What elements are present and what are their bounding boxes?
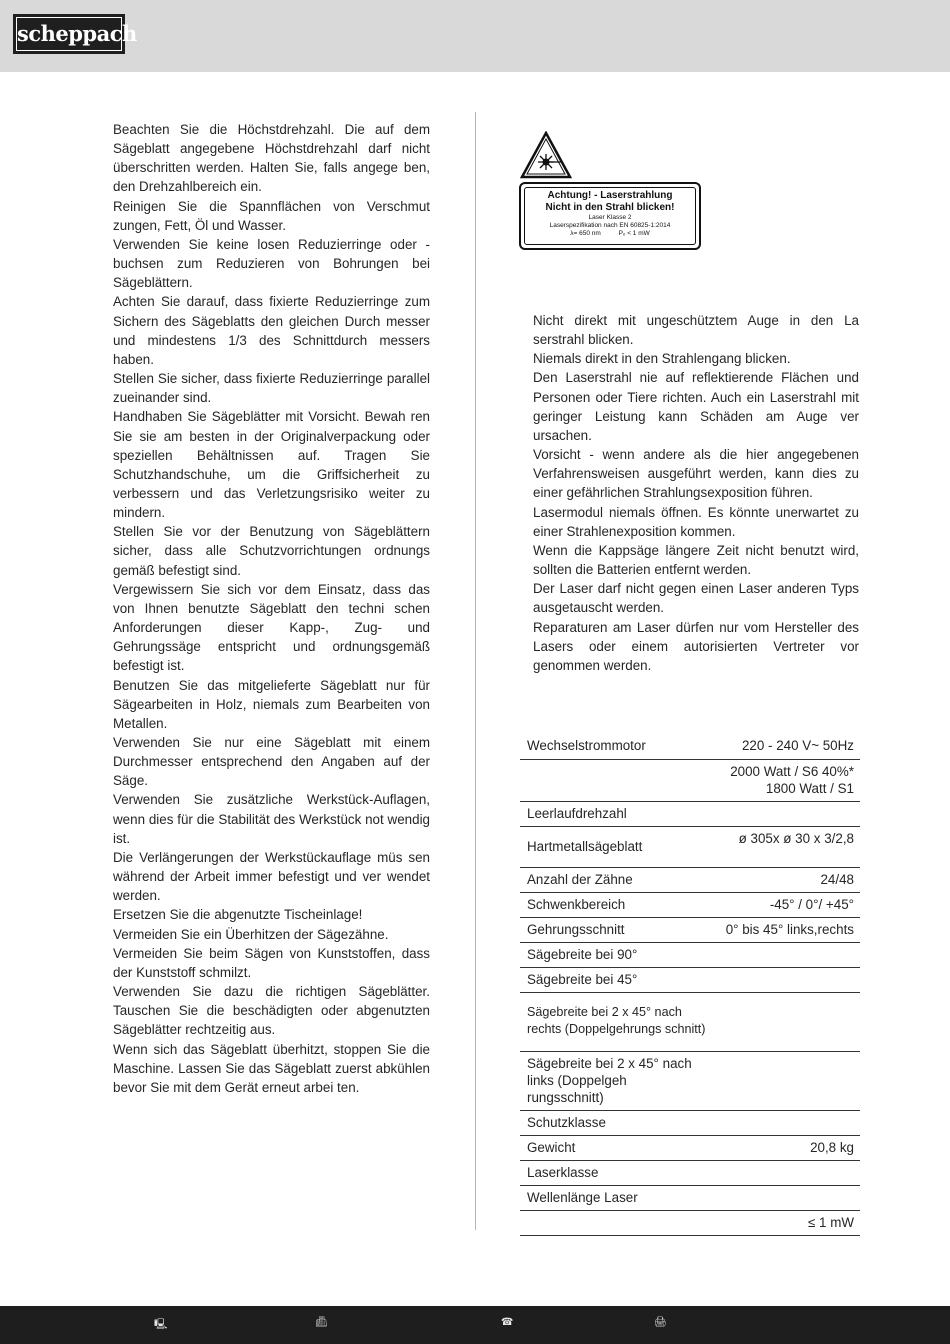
printer-icon: 🖨︎ bbox=[654, 1317, 667, 1328]
table-row bbox=[520, 1185, 860, 1210]
paragraph: Verwenden Sie keine losen Reduzierringe oder -buchsen zum Reduzieren von Bohrungen bei Sägeblättern. bbox=[113, 236, 430, 291]
paragraph: Beachten Sie die Höchstdrehzahl. Die auf dem Sägeblatt angegebene Höchstdrehzahl darf nicht überschritten werden. Halten Sie, falls angege ben, den Drehzahlbereich ein. bbox=[113, 122, 430, 195]
table-row bbox=[520, 826, 860, 867]
paragraph: Verwenden Sie nur eine Sägeblatt mit einem Durchmesser entsprechend den Angaben auf der Säge. bbox=[113, 735, 430, 789]
column-divider bbox=[475, 112, 476, 1230]
paragraph: Ersetzen Sie die abgenutzte Tischeinlage! bbox=[113, 907, 363, 923]
table-row bbox=[520, 892, 860, 917]
spec-value bbox=[713, 942, 860, 967]
spec-label: Wellenlänge Laser bbox=[520, 1185, 713, 1210]
spec-value bbox=[713, 1110, 860, 1135]
spec-label: Schutzklasse bbox=[520, 1110, 713, 1135]
spec-value: ø 305x ø 30 x 3/2,8 bbox=[713, 826, 860, 867]
spec-label: Leerlaufdrehzahl bbox=[520, 801, 713, 826]
fax-icon: 📠︎ bbox=[315, 1317, 328, 1328]
paragraph: Handhaben Sie Sägeblätter mit Vorsicht. Bewah ren Sie sie am besten in der Originalverpackung oder speziellen Behältnissen auf. Tragen Sie Schutzhandschuhe, um die Griffsicherheit zu verbessern und das Verletzungsrisiko weiter zu mindern. bbox=[113, 409, 430, 521]
logo-text: scheppach bbox=[16, 17, 122, 51]
table-row bbox=[520, 942, 860, 967]
spec-value: 0° bis 45° links,rechts bbox=[713, 917, 860, 942]
paragraph: Reparaturen am Laser dürfen nur vom Hersteller des Lasers oder einem autorisierten Vertreter vor genommen werden. bbox=[533, 619, 859, 673]
phone-icon: ☎︎ bbox=[501, 1317, 514, 1328]
paragraph: Stellen Sie sicher, dass fixierte Reduzierringe parallel zueinander sind. bbox=[113, 371, 430, 406]
label-line: Laserspezifikation nach EN 60825-1:2014 bbox=[549, 222, 671, 229]
spec-label: Sägebreite bei 2 x 45° nach links (Doppelgeh rungsschnitt) bbox=[520, 1051, 713, 1110]
paragraph: Benutzen Sie das mitgelieferte Sägeblatt nur für Sägearbeiten in Holz, niemals zum Bearbeiten von Metallen. bbox=[113, 677, 430, 731]
brand-logo bbox=[13, 14, 137, 54]
label-line: Nicht in den Strahl blicken! bbox=[545, 202, 675, 213]
spec-value bbox=[713, 992, 860, 1051]
spec-value bbox=[713, 1051, 860, 1110]
table-row bbox=[520, 1160, 860, 1185]
paragraph: Niemals direkt in den Strahlengang blicken. bbox=[533, 351, 791, 367]
table-row bbox=[520, 967, 860, 992]
spec-value bbox=[713, 759, 860, 801]
paragraph: Wenn sich das Sägeblatt überhitzt, stoppen Sie die Maschine. Lassen Sie das Sägeblatt zuerst abkühlen bevor Sie mit dem Gerät erneut arbei ten. bbox=[113, 1041, 430, 1095]
table-row bbox=[520, 917, 860, 942]
paragraph: Vorsicht - wenn andere als die hier angegebenen Verfahrensweisen ausgeführt werden, kann dies zu einer gefährlichen Strahlungsexposition führen. bbox=[533, 447, 859, 501]
spec-value bbox=[713, 967, 860, 992]
spec-value-line: 1800 Watt / S1 bbox=[765, 780, 854, 796]
spec-value: 24/48 bbox=[713, 867, 860, 892]
paragraph: Nicht direkt mit ungeschütztem Auge in den La serstrahl blicken. bbox=[533, 313, 859, 348]
spec-value bbox=[713, 1185, 860, 1210]
label-line: Achtung! - Laserstrahlung bbox=[547, 190, 673, 201]
spec-label: Schwenkbereich bbox=[520, 892, 713, 917]
spec-label: Laserklasse bbox=[520, 1160, 713, 1185]
spec-label: Hartmetallsägeblatt bbox=[520, 826, 713, 867]
spec-value bbox=[713, 1160, 860, 1185]
table-row bbox=[520, 801, 860, 826]
paragraph: Verwenden Sie zusätzliche Werkstück-Auflagen, wenn dies für die Stabilität des Werkstück not wendig ist. bbox=[113, 792, 430, 846]
paragraph: Der Laser darf nicht gegen einen Laser anderen Typs ausgetauscht werden. bbox=[533, 581, 859, 616]
spec-label: Gehrungsschnitt bbox=[520, 917, 713, 942]
spec-label: Anzahl der Zähne bbox=[520, 867, 713, 892]
paragraph: Vermeiden Sie ein Überhitzen der Sägezähne. bbox=[113, 926, 389, 942]
paragraph: Verwenden Sie dazu die richtigen Sägeblätter. Tauschen Sie die beschädigten oder abgenutzten Sägeblätter rechtzeitig aus. bbox=[113, 984, 430, 1038]
spec-label: Gewicht bbox=[520, 1135, 713, 1160]
spec-value: ≤ 1 mW bbox=[713, 1210, 860, 1235]
paragraph: Den Laserstrahl nie auf reflektierende Flächen und Personen oder Tiere richten. Auch ein Laserstrahl mit geringer Leistung kann Schäden am Auge ver ursachen. bbox=[533, 370, 859, 443]
spec-label bbox=[520, 759, 713, 801]
table-row bbox=[520, 759, 860, 801]
spec-label: Sägebreite bei 45° bbox=[520, 967, 713, 992]
paragraph: Wenn die Kappsäge längere Zeit nicht benutzt wird, sollten die Batterien entfernt werden. bbox=[533, 542, 859, 578]
power-text: Pₒ < 1 mW bbox=[618, 230, 650, 237]
table-row bbox=[520, 1051, 860, 1110]
paragraph: Vermeiden Sie beim Sägen von Kunststoffen, dass der Kunststoff schmilzt. bbox=[113, 945, 430, 980]
specifications-table bbox=[520, 734, 860, 1236]
table-row bbox=[520, 992, 860, 1051]
computer-icon: 🖳︎ bbox=[154, 1319, 168, 1330]
paragraph: Achten Sie darauf, dass fixierte Reduzierringe zum Sichern des Sägeblatts den gleichen Durch messer und mindestens 1/3 des Schnittdurch messers haben. bbox=[113, 294, 430, 367]
spec-value: -45° / 0°/ +45° bbox=[713, 892, 860, 917]
label-line bbox=[521, 230, 699, 238]
page-header bbox=[0, 0, 950, 72]
table-row bbox=[520, 867, 860, 892]
table-row bbox=[520, 1135, 860, 1160]
table-row bbox=[520, 1110, 860, 1135]
spec-value-line: 2000 Watt / S6 40%* bbox=[730, 763, 854, 779]
table-row bbox=[520, 1210, 860, 1235]
left-column bbox=[113, 120, 430, 1097]
spec-value: 220 - 240 V~ 50Hz bbox=[713, 734, 860, 759]
paragraph: Reinigen Sie die Spannflächen von Verschmut zungen, Fett, Öl und Wasser. bbox=[113, 198, 430, 233]
spec-value: 20,8 kg bbox=[713, 1135, 860, 1160]
wavelength-text: λ= 650 nm bbox=[570, 230, 601, 237]
spec-label bbox=[520, 1210, 713, 1235]
right-column bbox=[533, 311, 859, 675]
paragraph: Lasermodul niemals öffnen. Es könnte unerwartet zu einer Strahlenexposition kommen. bbox=[533, 504, 859, 539]
page-footer bbox=[0, 1306, 950, 1344]
table-row bbox=[520, 734, 860, 759]
paragraph: Vergewissern Sie sich vor dem Einsatz, dass das von Ihnen benutzte Sägeblatt den techni schen Anforderungen dieser Kapp-, Zug- und Gehrungssäge entspricht und ordnungsgemäß befestigt ist. bbox=[113, 581, 430, 674]
paragraph: Stellen Sie vor der Benutzung von Sägeblättern sicher, dass alle Schutzvorrichtungen ordnungs gemäß befestigt sind. bbox=[113, 524, 430, 578]
label-line: Laser Klasse 2 bbox=[588, 214, 632, 221]
spec-label: Wechselstrommotor bbox=[520, 734, 713, 759]
spec-value bbox=[713, 801, 860, 826]
laser-warning-icon bbox=[520, 131, 572, 179]
laser-warning-label bbox=[519, 182, 701, 250]
spec-label: Sägebreite bei 90° bbox=[520, 942, 713, 967]
spec-label: Sägebreite bei 2 x 45° nach rechts (Doppelgehrungs schnitt) bbox=[520, 992, 713, 1051]
paragraph: Die Verlängerungen der Werkstückauflage müs sen während der Arbeit immer befestigt und ver wendet werden. bbox=[113, 849, 430, 904]
